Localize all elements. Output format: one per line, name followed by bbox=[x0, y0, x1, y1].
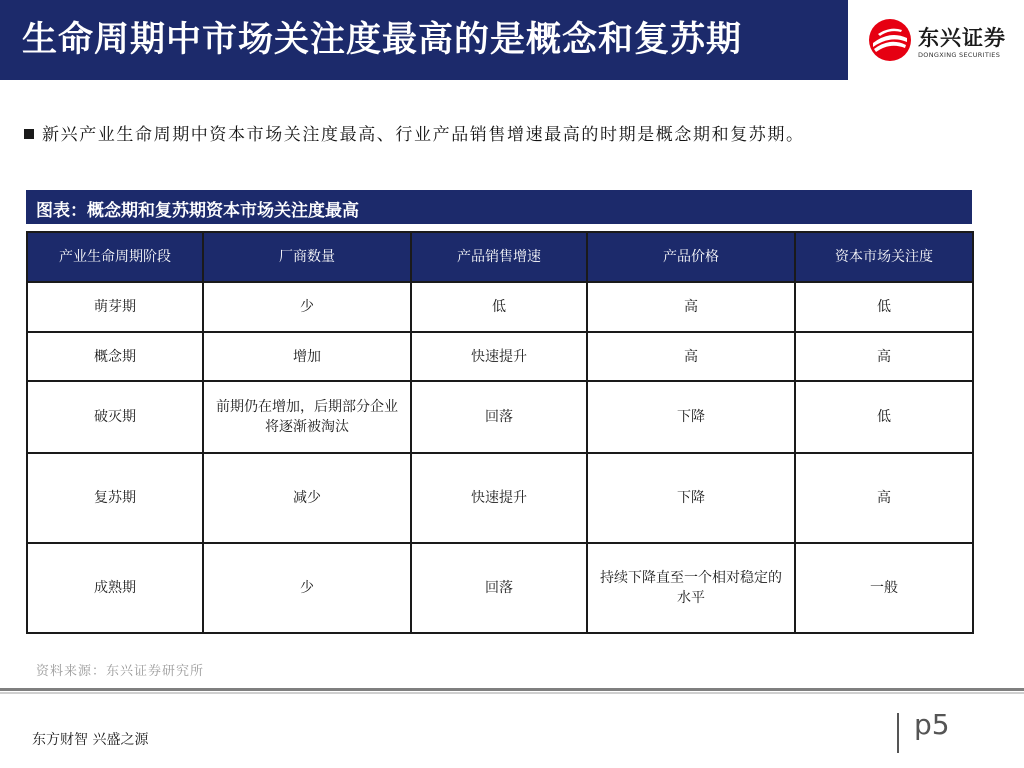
brand-logo bbox=[848, 0, 1024, 80]
table-cell: 高 bbox=[795, 332, 973, 381]
table-row bbox=[27, 332, 973, 381]
table-cell: 回落 bbox=[411, 543, 587, 633]
table-cell: 萌芽期 bbox=[27, 282, 203, 332]
dongxing-logo-icon bbox=[868, 18, 912, 62]
table-cell: 增加 bbox=[203, 332, 411, 381]
source-note: 资料来源：东兴证券研究所 bbox=[36, 664, 205, 679]
table-cell: 破灭期 bbox=[27, 381, 203, 453]
page-title: 生命周期中市场关注度最高的是概念和复苏期 bbox=[22, 20, 743, 60]
table-caption: 图表：概念期和复苏期资本市场关注度最高 bbox=[36, 201, 359, 221]
column-header: 产业生命周期阶段 bbox=[27, 232, 203, 282]
logo-name-cn: 东兴证券 bbox=[918, 26, 1006, 50]
table-cell: 低 bbox=[795, 381, 973, 453]
page-separator bbox=[897, 713, 899, 753]
table-cell: 高 bbox=[587, 282, 795, 332]
intro-bullet bbox=[24, 120, 805, 145]
table-cell: 回落 bbox=[411, 381, 587, 453]
header-bar bbox=[0, 0, 848, 80]
table-cell: 少 bbox=[203, 543, 411, 633]
table-cell: 下降 bbox=[587, 381, 795, 453]
table-row bbox=[27, 282, 973, 332]
table-cell: 高 bbox=[795, 453, 973, 543]
table-header-row bbox=[27, 232, 973, 282]
table-cell: 复苏期 bbox=[27, 453, 203, 543]
column-header: 产品价格 bbox=[587, 232, 795, 282]
lifecycle-table bbox=[26, 231, 974, 634]
table-cell: 持续下降直至一个相对稳定的水平 bbox=[587, 543, 795, 633]
column-header: 资本市场关注度 bbox=[795, 232, 973, 282]
footer-divider-light bbox=[0, 692, 1024, 694]
logo-name-en: DONGXING SECURITIES bbox=[918, 51, 1001, 59]
table-cell: 低 bbox=[411, 282, 587, 332]
table-row bbox=[27, 381, 973, 453]
footer-slogan: 东方财智 兴盛之源 bbox=[32, 732, 149, 748]
table-cell: 一般 bbox=[795, 543, 973, 633]
table-cell: 高 bbox=[587, 332, 795, 381]
table-cell: 成熟期 bbox=[27, 543, 203, 633]
table-cell: 概念期 bbox=[27, 332, 203, 381]
table-cell: 快速提升 bbox=[411, 453, 587, 543]
table-row bbox=[27, 453, 973, 543]
table-row bbox=[27, 543, 973, 633]
footer-divider bbox=[0, 688, 1024, 691]
column-header: 厂商数量 bbox=[203, 232, 411, 282]
table-caption-bar bbox=[26, 190, 972, 224]
table-cell: 少 bbox=[203, 282, 411, 332]
intro-text: 新兴产业生命周期中资本市场关注度最高、行业产品销售增速最高的时期是概念期和复苏期。 bbox=[42, 125, 805, 145]
table-cell: 低 bbox=[795, 282, 973, 332]
table-cell: 下降 bbox=[587, 453, 795, 543]
table-cell: 前期仍在增加，后期部分企业将逐渐被淘汰 bbox=[203, 381, 411, 453]
column-header: 产品销售增速 bbox=[411, 232, 587, 282]
table-cell: 减少 bbox=[203, 453, 411, 543]
page-number: p5 bbox=[914, 708, 950, 741]
square-bullet-icon bbox=[24, 129, 34, 139]
table-cell: 快速提升 bbox=[411, 332, 587, 381]
